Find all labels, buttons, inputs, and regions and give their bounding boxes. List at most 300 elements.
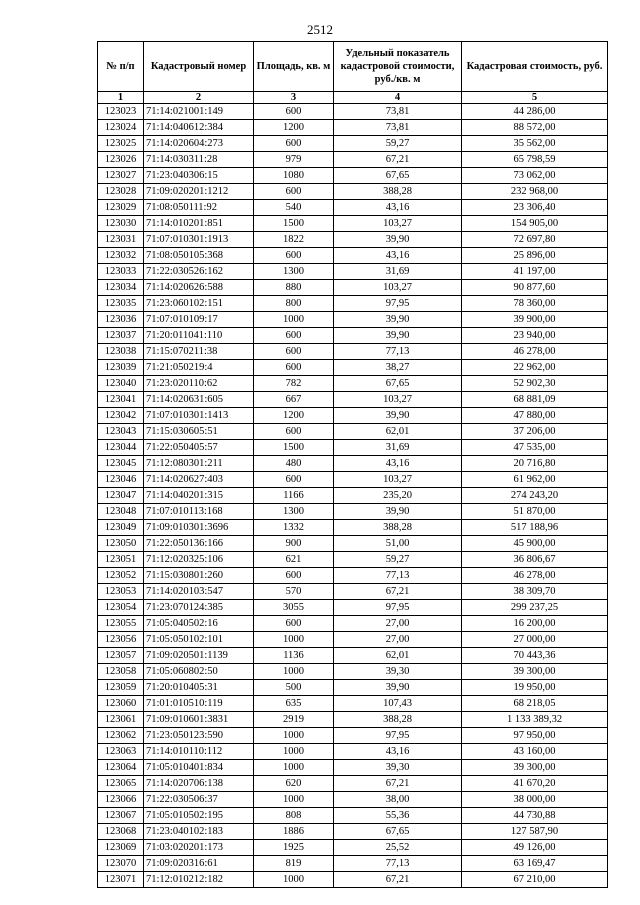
cadastral-value-cell: 72 697,80	[462, 232, 608, 248]
row-number-cell: 123066	[98, 792, 144, 808]
cadastral-value-cell: 41 197,00	[462, 264, 608, 280]
row-number-cell: 123055	[98, 616, 144, 632]
unit-rate-cell: 97,95	[334, 600, 462, 616]
unit-rate-cell: 103,27	[334, 472, 462, 488]
unit-rate-cell: 43,16	[334, 744, 462, 760]
cadastral-value-cell: 73 062,00	[462, 168, 608, 184]
unit-rate-cell: 38,27	[334, 360, 462, 376]
cadastral-number-cell: 71:21:050219:4	[144, 360, 254, 376]
table-row	[98, 344, 608, 360]
unit-rate-cell: 67,21	[334, 776, 462, 792]
area-cell: 900	[254, 536, 334, 552]
unit-rate-cell: 67,65	[334, 168, 462, 184]
table-row	[98, 104, 608, 120]
cadastral-number-cell: 71:09:010601:3831	[144, 712, 254, 728]
cadastral-number-cell: 71:08:050111:92	[144, 200, 254, 216]
unit-rate-cell: 62,01	[334, 648, 462, 664]
cadastral-number-cell: 71:07:010109:17	[144, 312, 254, 328]
cadastral-value-cell: 232 968,00	[462, 184, 608, 200]
cadastral-value-cell: 38 000,00	[462, 792, 608, 808]
table-row	[98, 616, 608, 632]
unit-rate-cell: 25,52	[334, 840, 462, 856]
table-row	[98, 776, 608, 792]
cadastral-value-cell: 68 218,05	[462, 696, 608, 712]
row-number-cell: 123050	[98, 536, 144, 552]
row-number-cell: 123057	[98, 648, 144, 664]
row-number-cell: 123062	[98, 728, 144, 744]
cadastral-number-cell: 71:23:050123:590	[144, 728, 254, 744]
cadastral-value-cell: 90 877,60	[462, 280, 608, 296]
column-number: 5	[462, 92, 608, 104]
unit-rate-cell: 107,43	[334, 696, 462, 712]
unit-rate-cell: 27,00	[334, 616, 462, 632]
row-number-cell: 123047	[98, 488, 144, 504]
table-row	[98, 856, 608, 872]
cadastral-number-cell: 71:23:060102:151	[144, 296, 254, 312]
unit-rate-cell: 51,00	[334, 536, 462, 552]
cadastral-value-cell: 20 716,80	[462, 456, 608, 472]
area-cell: 600	[254, 248, 334, 264]
table-row	[98, 792, 608, 808]
unit-rate-cell: 38,00	[334, 792, 462, 808]
cadastral-value-cell: 68 881,09	[462, 392, 608, 408]
table-row	[98, 648, 608, 664]
unit-rate-cell: 67,21	[334, 872, 462, 888]
table-row	[98, 728, 608, 744]
cadastral-number-cell: 71:03:020201:173	[144, 840, 254, 856]
cadastral-value-cell: 43 160,00	[462, 744, 608, 760]
header-area: Площадь, кв. м	[254, 42, 334, 92]
cadastral-value-cell: 37 206,00	[462, 424, 608, 440]
area-cell: 600	[254, 184, 334, 200]
cadastral-value-cell: 19 950,00	[462, 680, 608, 696]
cadastral-value-cell: 1 133 389,32	[462, 712, 608, 728]
cadastral-number-cell: 71:14:010110:112	[144, 744, 254, 760]
table-row	[98, 744, 608, 760]
cadastral-number-cell: 71:05:010401:834	[144, 760, 254, 776]
header-row	[98, 42, 608, 92]
column-number: 4	[334, 92, 462, 104]
row-number-cell: 123049	[98, 520, 144, 536]
cadastral-value-cell: 51 870,00	[462, 504, 608, 520]
unit-rate-cell: 27,00	[334, 632, 462, 648]
unit-rate-cell: 67,65	[334, 376, 462, 392]
cadastral-number-cell: 71:07:010301:1413	[144, 408, 254, 424]
table-row	[98, 440, 608, 456]
cadastral-value-cell: 46 278,00	[462, 344, 608, 360]
table-row	[98, 392, 608, 408]
area-cell: 635	[254, 696, 334, 712]
row-number-cell: 123044	[98, 440, 144, 456]
unit-rate-cell: 67,21	[334, 152, 462, 168]
row-number-cell: 123038	[98, 344, 144, 360]
cadastral-number-cell: 71:14:020706:138	[144, 776, 254, 792]
cadastral-number-cell: 71:22:050405:57	[144, 440, 254, 456]
cadastral-value-cell: 44 730,88	[462, 808, 608, 824]
cadastral-value-cell: 47 880,00	[462, 408, 608, 424]
row-number-cell: 123059	[98, 680, 144, 696]
unit-rate-cell: 77,13	[334, 856, 462, 872]
area-cell: 1500	[254, 440, 334, 456]
cadastral-number-cell: 71:14:021001:149	[144, 104, 254, 120]
cadastral-value-cell: 274 243,20	[462, 488, 608, 504]
area-cell: 3055	[254, 600, 334, 616]
row-number-cell: 123065	[98, 776, 144, 792]
table-row	[98, 360, 608, 376]
row-number-cell: 123036	[98, 312, 144, 328]
unit-rate-cell: 103,27	[334, 280, 462, 296]
unit-rate-cell: 103,27	[334, 216, 462, 232]
table-row	[98, 664, 608, 680]
unit-rate-cell: 67,65	[334, 824, 462, 840]
cadastral-number-cell: 71:12:020325:106	[144, 552, 254, 568]
cadastral-number-cell: 71:23:070124:385	[144, 600, 254, 616]
row-number-cell: 123037	[98, 328, 144, 344]
unit-rate-cell: 39,90	[334, 408, 462, 424]
header-cadastral-number: Кадастровый номер	[144, 42, 254, 92]
area-cell: 1000	[254, 792, 334, 808]
cadastral-value-cell: 78 360,00	[462, 296, 608, 312]
row-number-cell: 123043	[98, 424, 144, 440]
table-row	[98, 536, 608, 552]
row-number-cell: 123039	[98, 360, 144, 376]
unit-rate-cell: 43,16	[334, 456, 462, 472]
area-cell: 600	[254, 424, 334, 440]
unit-rate-cell: 59,27	[334, 552, 462, 568]
table-row	[98, 312, 608, 328]
table-row	[98, 760, 608, 776]
area-cell: 600	[254, 360, 334, 376]
cadastral-value-cell: 65 798,59	[462, 152, 608, 168]
table-row	[98, 600, 608, 616]
cadastral-value-cell: 46 278,00	[462, 568, 608, 584]
table-row	[98, 808, 608, 824]
area-cell: 667	[254, 392, 334, 408]
area-cell: 1136	[254, 648, 334, 664]
area-cell: 540	[254, 200, 334, 216]
area-cell: 480	[254, 456, 334, 472]
cadastral-number-cell: 71:01:010510:119	[144, 696, 254, 712]
area-cell: 880	[254, 280, 334, 296]
row-number-cell: 123048	[98, 504, 144, 520]
row-number-cell: 123026	[98, 152, 144, 168]
table-row	[98, 408, 608, 424]
cadastral-number-cell: 71:07:010113:168	[144, 504, 254, 520]
unit-rate-cell: 73,81	[334, 120, 462, 136]
area-cell: 500	[254, 680, 334, 696]
table-row	[98, 584, 608, 600]
cadastral-number-cell: 71:12:010212:182	[144, 872, 254, 888]
table-row	[98, 680, 608, 696]
area-cell: 600	[254, 104, 334, 120]
row-number-cell: 123061	[98, 712, 144, 728]
cadastral-number-cell: 71:22:050136:166	[144, 536, 254, 552]
cadastral-value-cell: 44 286,00	[462, 104, 608, 120]
table-row	[98, 568, 608, 584]
table-row	[98, 872, 608, 888]
area-cell: 621	[254, 552, 334, 568]
area-cell: 1080	[254, 168, 334, 184]
unit-rate-cell: 67,21	[334, 584, 462, 600]
unit-rate-cell: 388,28	[334, 184, 462, 200]
row-number-cell: 123023	[98, 104, 144, 120]
table-row	[98, 328, 608, 344]
unit-rate-cell: 39,90	[334, 232, 462, 248]
header-unit-rate: Удельный показатель кадастровой стоимости, руб./кв. м	[334, 42, 462, 92]
cadastral-number-cell: 71:20:011041:110	[144, 328, 254, 344]
area-cell: 600	[254, 472, 334, 488]
area-cell: 1822	[254, 232, 334, 248]
row-number-cell: 123054	[98, 600, 144, 616]
cadastral-value-cell: 70 443,36	[462, 648, 608, 664]
unit-rate-cell: 39,30	[334, 760, 462, 776]
row-number-cell: 123060	[98, 696, 144, 712]
table-body	[98, 104, 608, 888]
unit-rate-cell: 39,90	[334, 680, 462, 696]
area-cell: 1000	[254, 760, 334, 776]
unit-rate-cell: 77,13	[334, 568, 462, 584]
cadastral-value-cell: 23 306,40	[462, 200, 608, 216]
area-cell: 800	[254, 296, 334, 312]
cadastral-value-cell: 154 905,00	[462, 216, 608, 232]
table-row	[98, 488, 608, 504]
header-cadastral-value: Кадастровая стоимость, руб.	[462, 42, 608, 92]
unit-rate-cell: 103,27	[334, 392, 462, 408]
unit-rate-cell: 77,13	[334, 344, 462, 360]
table-row	[98, 840, 608, 856]
row-number-cell: 123025	[98, 136, 144, 152]
cadastral-number-cell: 71:14:030311:28	[144, 152, 254, 168]
cadastral-value-cell: 63 169,47	[462, 856, 608, 872]
table-row	[98, 632, 608, 648]
cadastral-number-cell: 71:05:010502:195	[144, 808, 254, 824]
row-number-cell: 123030	[98, 216, 144, 232]
area-cell: 1000	[254, 632, 334, 648]
row-number-cell: 123024	[98, 120, 144, 136]
unit-rate-cell: 235,20	[334, 488, 462, 504]
area-cell: 1300	[254, 264, 334, 280]
area-cell: 1925	[254, 840, 334, 856]
table-row	[98, 520, 608, 536]
row-number-cell: 123033	[98, 264, 144, 280]
unit-rate-cell: 39,90	[334, 504, 462, 520]
table-row	[98, 216, 608, 232]
table-row	[98, 168, 608, 184]
unit-rate-cell: 73,81	[334, 104, 462, 120]
cadastral-value-cell: 49 126,00	[462, 840, 608, 856]
cadastral-number-cell: 71:20:010405:31	[144, 680, 254, 696]
unit-rate-cell: 39,90	[334, 328, 462, 344]
cadastral-number-cell: 71:22:030506:37	[144, 792, 254, 808]
area-cell: 979	[254, 152, 334, 168]
row-number-cell: 123035	[98, 296, 144, 312]
area-cell: 1332	[254, 520, 334, 536]
cadastral-number-cell: 71:15:070211:38	[144, 344, 254, 360]
row-number-cell: 123058	[98, 664, 144, 680]
row-number-cell: 123045	[98, 456, 144, 472]
area-cell: 620	[254, 776, 334, 792]
row-number-cell: 123067	[98, 808, 144, 824]
unit-rate-cell: 39,90	[334, 312, 462, 328]
cadastral-number-cell: 71:09:020316:61	[144, 856, 254, 872]
cadastral-value-cell: 16 200,00	[462, 616, 608, 632]
table-row	[98, 504, 608, 520]
unit-rate-cell: 43,16	[334, 200, 462, 216]
area-cell: 600	[254, 136, 334, 152]
table-row	[98, 152, 608, 168]
area-cell: 1000	[254, 312, 334, 328]
table-row	[98, 712, 608, 728]
row-number-cell: 123070	[98, 856, 144, 872]
area-cell: 570	[254, 584, 334, 600]
cadastral-number-cell: 71:22:030526:162	[144, 264, 254, 280]
cadastral-number-cell: 71:12:080301:211	[144, 456, 254, 472]
cadastral-value-cell: 517 188,96	[462, 520, 608, 536]
area-cell: 1000	[254, 664, 334, 680]
cadastral-number-cell: 71:14:020626:588	[144, 280, 254, 296]
table-row	[98, 696, 608, 712]
unit-rate-cell: 388,28	[334, 520, 462, 536]
table-row	[98, 264, 608, 280]
table-row	[98, 280, 608, 296]
cadastral-number-cell: 71:15:030605:51	[144, 424, 254, 440]
area-cell: 808	[254, 808, 334, 824]
table-row	[98, 376, 608, 392]
table-row	[98, 120, 608, 136]
area-cell: 1166	[254, 488, 334, 504]
column-number: 1	[98, 92, 144, 104]
row-number-cell: 123046	[98, 472, 144, 488]
unit-rate-cell: 39,30	[334, 664, 462, 680]
area-cell: 1000	[254, 744, 334, 760]
cadastral-value-cell: 67 210,00	[462, 872, 608, 888]
area-cell: 1500	[254, 216, 334, 232]
unit-rate-cell: 55,36	[334, 808, 462, 824]
cadastral-value-cell: 35 562,00	[462, 136, 608, 152]
cadastral-value-cell: 39 300,00	[462, 760, 608, 776]
area-cell: 600	[254, 328, 334, 344]
cadastral-value-cell: 88 572,00	[462, 120, 608, 136]
cadastral-value-cell: 61 962,00	[462, 472, 608, 488]
area-cell: 1300	[254, 504, 334, 520]
cadastral-number-cell: 71:14:020627:403	[144, 472, 254, 488]
cadastral-value-cell: 25 896,00	[462, 248, 608, 264]
area-cell: 1200	[254, 120, 334, 136]
row-number-cell: 123032	[98, 248, 144, 264]
area-cell: 1886	[254, 824, 334, 840]
cadastral-number-cell: 71:05:040502:16	[144, 616, 254, 632]
row-number-cell: 123069	[98, 840, 144, 856]
area-cell: 819	[254, 856, 334, 872]
row-number-cell: 123031	[98, 232, 144, 248]
cadastral-number-cell: 71:07:010301:1913	[144, 232, 254, 248]
table-row	[98, 136, 608, 152]
table-row	[98, 552, 608, 568]
table-row	[98, 200, 608, 216]
cadastral-number-cell: 71:15:030801:260	[144, 568, 254, 584]
cadastral-number-cell: 71:14:040201:315	[144, 488, 254, 504]
cadastral-value-cell: 39 900,00	[462, 312, 608, 328]
unit-rate-cell: 43,16	[334, 248, 462, 264]
cadastral-number-cell: 71:14:040612:384	[144, 120, 254, 136]
cadastral-number-cell: 71:14:020631:605	[144, 392, 254, 408]
unit-rate-cell: 59,27	[334, 136, 462, 152]
table-row	[98, 456, 608, 472]
cadastral-value-cell: 299 237,25	[462, 600, 608, 616]
unit-rate-cell: 62,01	[334, 424, 462, 440]
table-row	[98, 424, 608, 440]
unit-rate-cell: 31,69	[334, 264, 462, 280]
cadastral-number-cell: 71:09:020201:1212	[144, 184, 254, 200]
column-number: 2	[144, 92, 254, 104]
row-number-cell: 123051	[98, 552, 144, 568]
cadastral-number-cell: 71:05:050102:101	[144, 632, 254, 648]
row-number-cell: 123068	[98, 824, 144, 840]
cadastral-number-cell: 71:05:060802:50	[144, 664, 254, 680]
table-row	[98, 296, 608, 312]
row-number-cell: 123064	[98, 760, 144, 776]
cadastral-number-cell: 71:23:040102:183	[144, 824, 254, 840]
cadastral-number-cell: 71:23:040306:15	[144, 168, 254, 184]
row-number-cell: 123028	[98, 184, 144, 200]
cadastral-value-cell: 45 900,00	[462, 536, 608, 552]
unit-rate-cell: 31,69	[334, 440, 462, 456]
cadastral-value-cell: 27 000,00	[462, 632, 608, 648]
area-cell: 1200	[254, 408, 334, 424]
area-cell: 600	[254, 344, 334, 360]
row-number-cell: 123041	[98, 392, 144, 408]
cadastral-value-cell: 36 806,67	[462, 552, 608, 568]
cadastral-number-cell: 71:09:020501:1139	[144, 648, 254, 664]
page-number: 2512	[307, 22, 333, 37]
unit-rate-cell: 388,28	[334, 712, 462, 728]
cadastral-value-cell: 127 587,90	[462, 824, 608, 840]
cadastral-number-cell: 71:23:020110:62	[144, 376, 254, 392]
cadastral-number-cell: 71:14:020103:547	[144, 584, 254, 600]
row-number-cell: 123042	[98, 408, 144, 424]
area-cell: 782	[254, 376, 334, 392]
cadastral-value-cell: 38 309,70	[462, 584, 608, 600]
area-cell: 2919	[254, 712, 334, 728]
row-number-cell: 123053	[98, 584, 144, 600]
unit-rate-cell: 97,95	[334, 296, 462, 312]
area-cell: 1000	[254, 872, 334, 888]
row-number-cell: 123040	[98, 376, 144, 392]
cadastral-number-cell: 71:09:010301:3696	[144, 520, 254, 536]
cadastral-value-cell: 41 670,20	[462, 776, 608, 792]
row-number-cell: 123056	[98, 632, 144, 648]
row-number-cell: 123027	[98, 168, 144, 184]
cadastral-value-cell: 52 902,30	[462, 376, 608, 392]
row-number-cell: 123029	[98, 200, 144, 216]
cadastral-number-cell: 71:08:050105:368	[144, 248, 254, 264]
cadastral-value-cell: 39 300,00	[462, 664, 608, 680]
cadastral-value-cell: 23 940,00	[462, 328, 608, 344]
column-number-row	[98, 92, 608, 104]
area-cell: 600	[254, 616, 334, 632]
table-row	[98, 472, 608, 488]
cadastral-value-cell: 22 962,00	[462, 360, 608, 376]
header-row-number: № п/п	[98, 42, 144, 92]
column-number: 3	[254, 92, 334, 104]
cadastral-number-cell: 71:14:010201:851	[144, 216, 254, 232]
table-row	[98, 824, 608, 840]
row-number-cell: 123052	[98, 568, 144, 584]
cadastral-value-cell: 47 535,00	[462, 440, 608, 456]
row-number-cell: 123071	[98, 872, 144, 888]
cadastral-value-cell: 97 950,00	[462, 728, 608, 744]
cadastral-value-table	[97, 41, 608, 888]
